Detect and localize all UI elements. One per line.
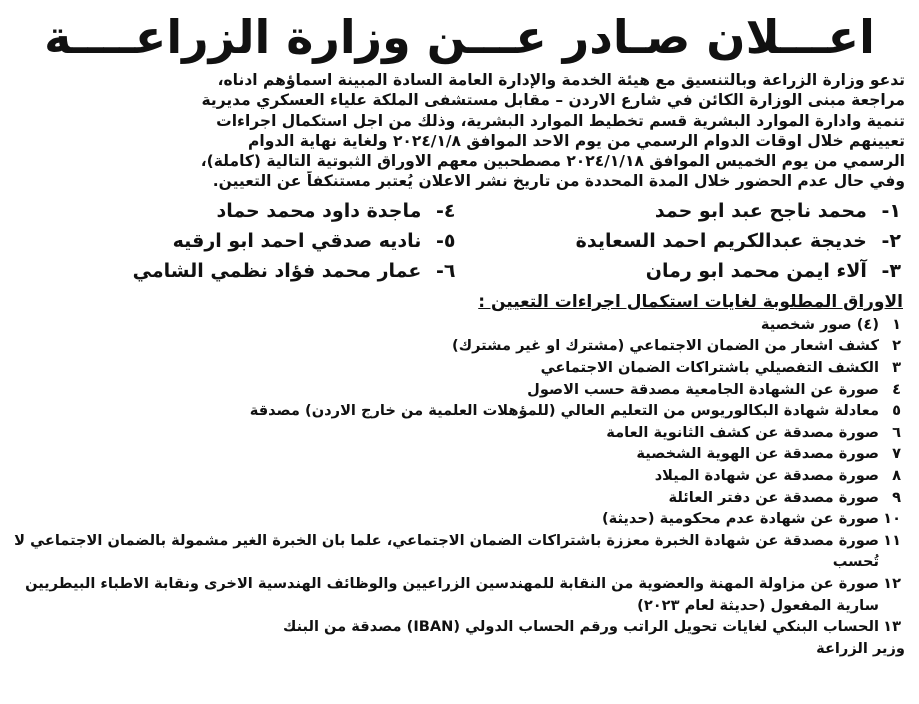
candidate-number: ٦-	[436, 259, 456, 282]
candidate-number: ٢-	[881, 229, 901, 252]
requirement-item	[14, 487, 905, 509]
intro-line: وفي حال عدم الحضور خلال المدة المحددة من تاريخ نشر الاعلان يُعتبر مستنكفاً عن التعيين.	[212, 172, 905, 191]
requirement-item	[14, 573, 905, 616]
candidate-name-text: عمار محمد فؤاد نظمي الشامي	[132, 259, 422, 282]
requirement-item	[14, 530, 905, 573]
requirement-number: ٩	[892, 488, 901, 506]
candidate-name-text: محمد ناجح عبد ابو حمد	[654, 199, 867, 222]
name-row	[14, 196, 905, 226]
requirement-text: (٤) صور شخصية	[760, 315, 879, 333]
candidate-number: ٣-	[881, 259, 901, 282]
intro-line: مراجعة مبنى الوزارة الكائن في شارع الاردن – مقابل مستشفى الملكة علياء العسكري مديرية	[201, 91, 905, 110]
requirements-heading: الاوراق المطلوبة لغايات استكمال اجراءات التعيين :	[478, 291, 903, 312]
candidate-names	[14, 196, 905, 288]
requirement-number: ٧	[892, 445, 901, 463]
requirement-text: صورة عن الشهادة الجامعية مصدقة حسب الاصول	[527, 380, 879, 398]
requirement-item	[14, 616, 905, 638]
requirement-text: صورة مصدقة عن شهادة الخبرة معززة باشتراكات الضمان الاجتماعي، علما بان الخبرة الغير مشمولة بالضمان الاجتماعي لا تُحسب	[14, 531, 879, 571]
name-row	[14, 226, 905, 256]
candidate-name	[460, 260, 906, 282]
candidate-name-text: ماجدة داود محمد حماد	[216, 199, 422, 222]
intro-line: الرسمي من يوم الخميس الموافق ٢٠٢٤/١/١٨ مصطحبين معهم الاوراق الثبوتية التالية (كاملة)،	[200, 152, 905, 171]
candidate-number: ١-	[881, 199, 901, 222]
requirement-text: صورة عن شهادة عدم محكومية (حديثة)	[601, 510, 879, 528]
candidate-name-text: آلاء ايمن محمد ابو رمان	[645, 259, 867, 282]
requirement-text: كشف اشعار من الضمان الاجتماعي (مشترك او غير مشترك)	[452, 337, 879, 355]
requirement-number: ١٢	[883, 574, 901, 592]
intro-line: تعيينهم خلال اوقات الدوام الرسمي من يوم الاحد الموافق ٢٠٢٤/١/٨ ولغاية نهاية الدوام	[248, 131, 905, 150]
candidate-name	[14, 260, 460, 282]
candidate-name	[14, 200, 460, 222]
requirement-text: صورة مصدقة عن شهادة الميلاد	[654, 466, 879, 484]
requirement-number: ٢	[892, 337, 901, 355]
requirements-list	[14, 314, 905, 638]
requirement-number: ١١	[883, 531, 901, 549]
requirement-item	[14, 379, 905, 401]
requirement-item	[14, 335, 905, 357]
requirement-text: معادلة شهادة البكالوريوس من التعليم العالي (للمؤهلات العلمية من خارج الاردن) مصدقة	[249, 402, 879, 420]
requirement-item	[14, 400, 905, 422]
requirement-number: ٣	[892, 358, 901, 376]
requirement-number: ١٣	[883, 618, 901, 636]
candidate-name	[460, 230, 906, 252]
requirement-number: ٦	[892, 423, 901, 441]
announcement-title: اعـــلان صـادر عـــن وزارة الزراعــــة	[44, 10, 875, 64]
intro-line: تدعو وزارة الزراعة وبالتنسيق مع هيئة الخدمة والإدارة العامة السادة المبينة اسماؤهم ادناه،	[217, 71, 905, 89]
requirement-item	[14, 465, 905, 487]
requirement-item	[14, 357, 905, 379]
requirement-number: ١٠	[883, 510, 901, 528]
requirement-number: ٤	[892, 380, 901, 398]
name-row	[14, 256, 905, 286]
requirement-number: ١	[892, 315, 901, 333]
requirement-text: صورة مصدقة عن دفتر العائلة	[668, 488, 879, 506]
requirement-number: ٥	[892, 402, 901, 420]
candidate-number: ٥-	[436, 229, 456, 252]
requirement-text: صورة مصدقة عن كشف الثانوية العامة	[606, 423, 879, 441]
candidate-name	[14, 230, 460, 252]
intro-line: تنمية وادارة الموارد البشرية قسم تخطيط الموارد البشرية، وذلك من اجل استكمال اجراءات	[216, 111, 905, 130]
requirement-item	[14, 443, 905, 465]
intro-paragraph	[14, 70, 905, 192]
candidate-name	[460, 200, 906, 222]
requirement-item	[14, 508, 905, 530]
candidate-number: ٤-	[436, 199, 456, 222]
requirement-text: الحساب البنكي لغايات تحويل الراتب ورقم الحساب الدولي (IBAN) مصدقة من البنك	[282, 618, 879, 636]
requirement-text: الكشف التفصيلي باشتراكات الضمان الاجتماعي	[540, 358, 879, 376]
requirement-number: ٨	[892, 466, 901, 484]
requirement-text: صورة مصدقة عن الهوية الشخصية	[636, 445, 879, 463]
requirement-item	[14, 422, 905, 444]
minister-signature: وزير الزراعة	[816, 639, 905, 657]
requirement-item	[14, 314, 905, 336]
requirement-text: صورة عن مزاولة المهنة والعضوية من النقابة للمهندسين الزراعيين والوظائف الهندسية الاخرى ونقابة الاطباء البيطريين سارية المفعول (حديثة لعام ٢٠٢٣)	[25, 574, 879, 614]
candidate-name-text: ناديه صدقي احمد ابو ارقيه	[172, 229, 422, 252]
candidate-name-text: خديجة عبدالكريم احمد السعايدة	[575, 229, 867, 252]
